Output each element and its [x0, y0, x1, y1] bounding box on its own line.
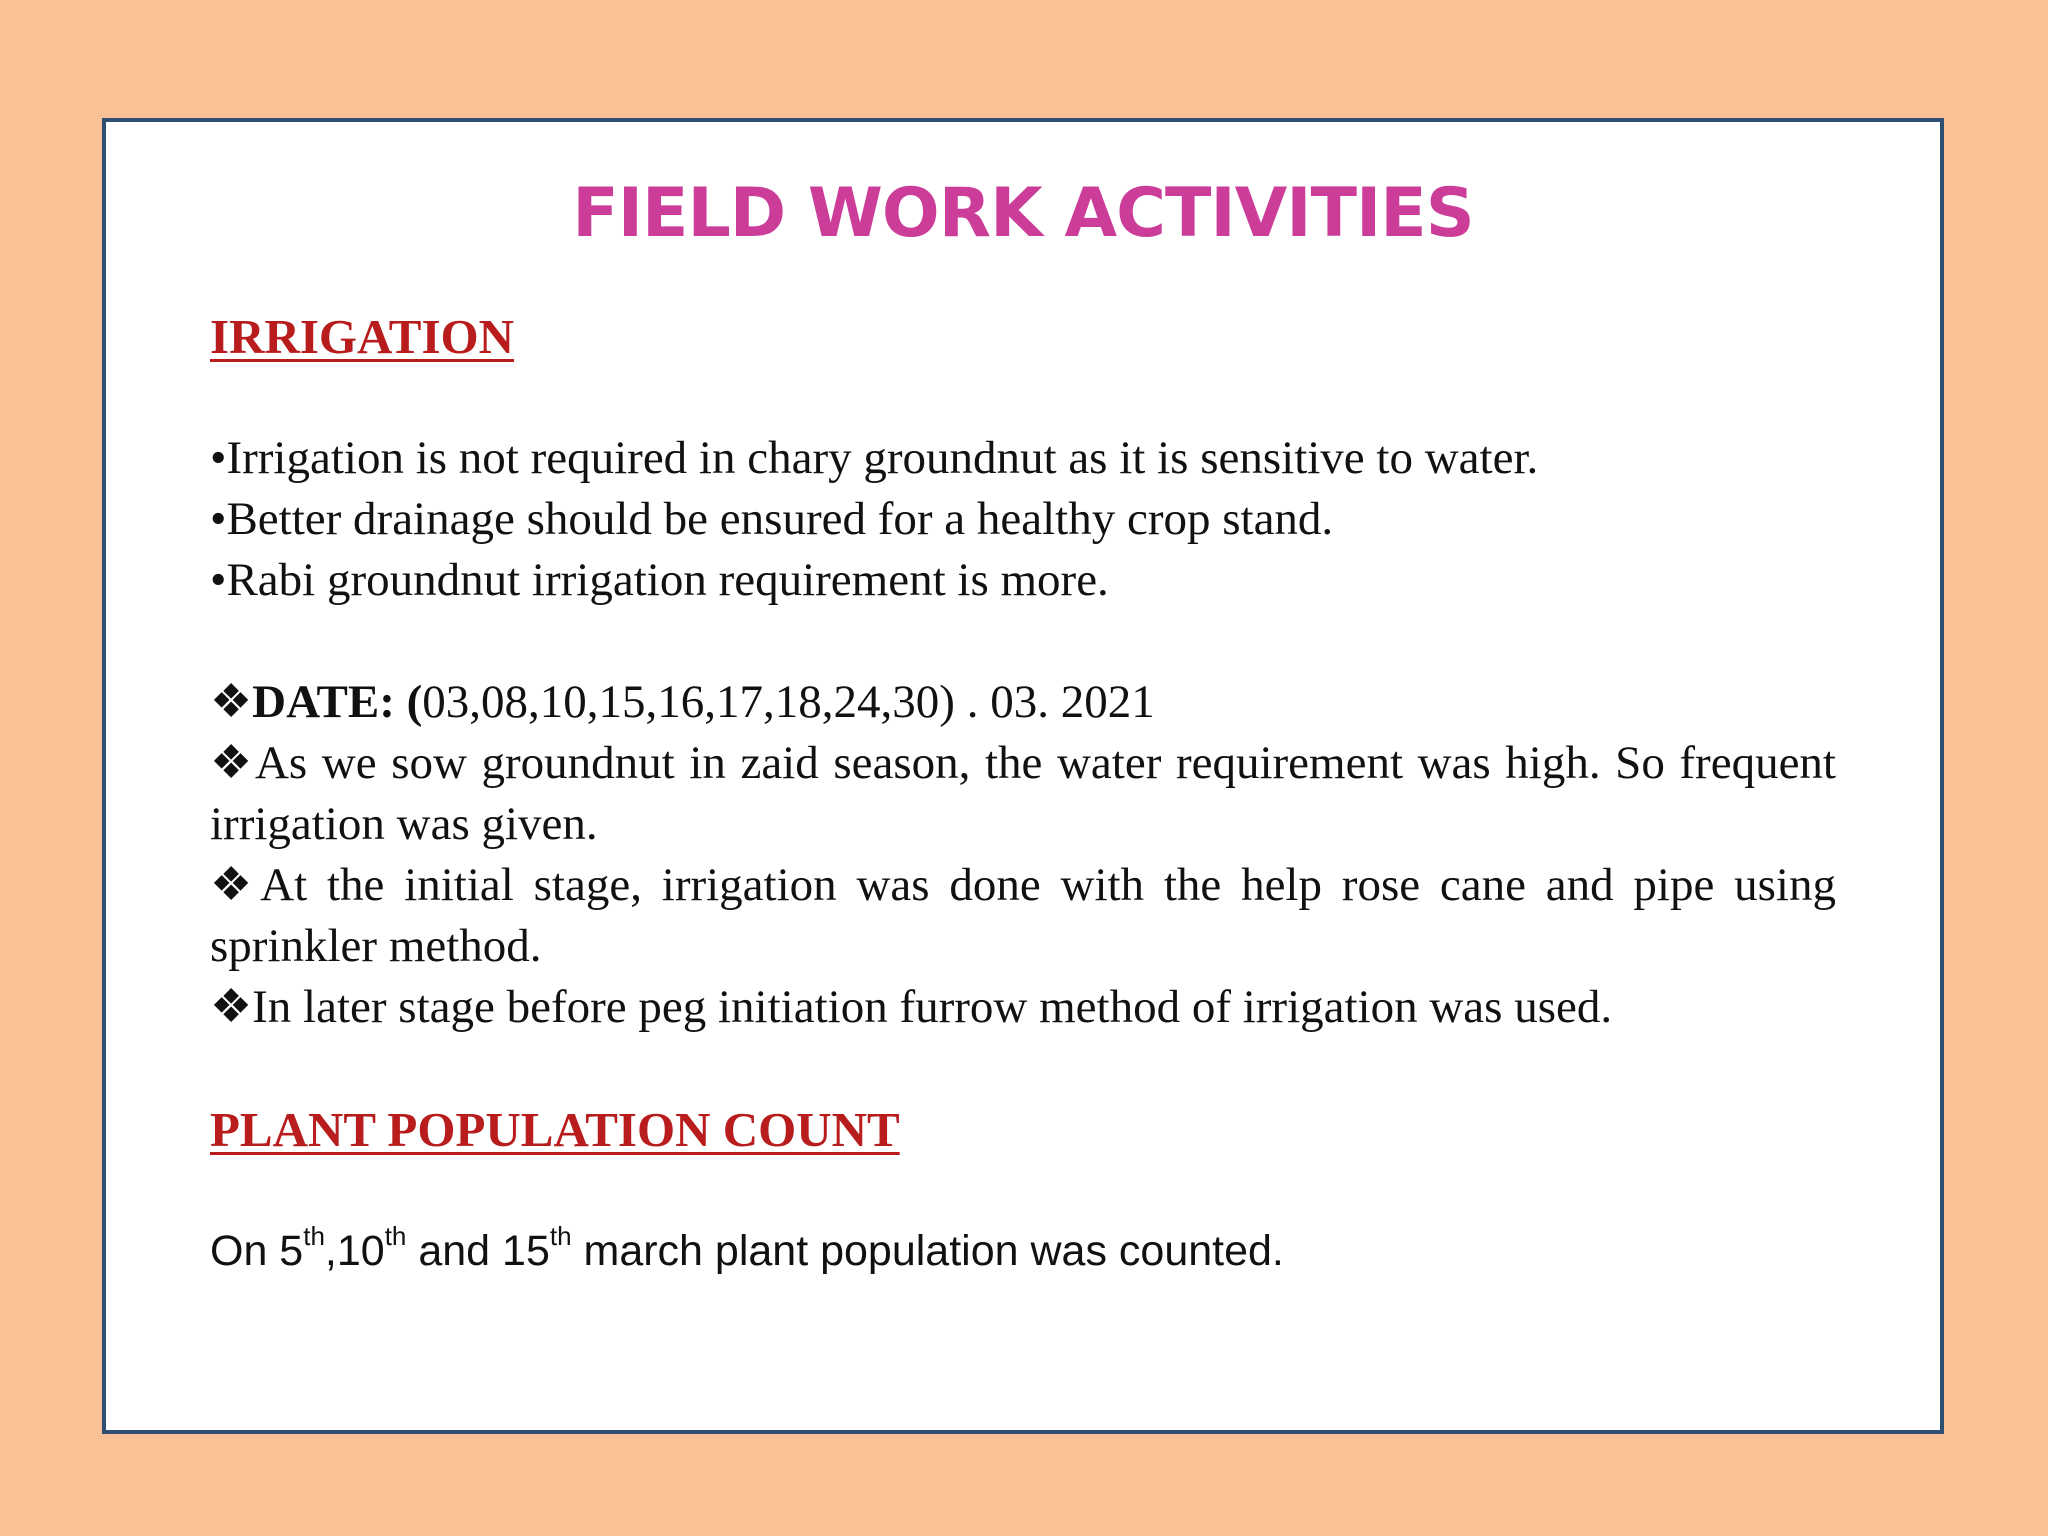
text-part: ,10	[324, 1227, 385, 1275]
irrigation-point: ❖In later stage before peg initiation furrow method of irrigation was used.	[210, 981, 1613, 1033]
irrigation-point: ❖As we sow groundnut in zaid season, the water requirement was high. So frequent irrigation was given.	[210, 737, 1836, 850]
date-paren: (	[406, 676, 423, 728]
date-value: 03,08,10,15,16,17,18,24,30) . 03. 2021	[422, 676, 1155, 728]
irrigation-heading: IRRIGATION	[210, 309, 515, 364]
slide-content	[210, 306, 1836, 1282]
spacer	[210, 1160, 1836, 1221]
superscript: th	[384, 1221, 407, 1251]
irrigation-bullet: •Irrigation is not required in chary groundnut as it is sensitive to water.	[210, 432, 1539, 484]
irrigation-date	[210, 672, 1836, 733]
text-part: march plant population was counted.	[571, 1227, 1284, 1275]
plant-population-heading: PLANT POPULATION COUNT	[210, 1102, 900, 1157]
spacer	[210, 367, 1836, 428]
superscript: th	[303, 1221, 325, 1251]
irrigation-bullet: •Better drainage should be ensured for a healthy crop stand.	[210, 493, 1334, 545]
diamond-bullet-icon: ❖	[210, 676, 253, 728]
spacer	[210, 1038, 1836, 1099]
superscript: th	[549, 1221, 572, 1251]
text-part: and 15	[406, 1227, 550, 1275]
text-part: On 5	[210, 1227, 304, 1275]
date-label: DATE:	[252, 676, 395, 728]
irrigation-bullet: •Rabi groundnut irrigation requirement is more.	[210, 554, 1109, 606]
irrigation-point: ❖At the initial stage, irrigation was done with the help rose cane and pipe using sprinkler method.	[210, 859, 1836, 972]
spacer	[210, 611, 1836, 672]
slide	[102, 118, 1944, 1434]
plant-population-text	[210, 1221, 1836, 1282]
slide-title: FIELD WORK ACTIVITIES	[572, 174, 1474, 253]
